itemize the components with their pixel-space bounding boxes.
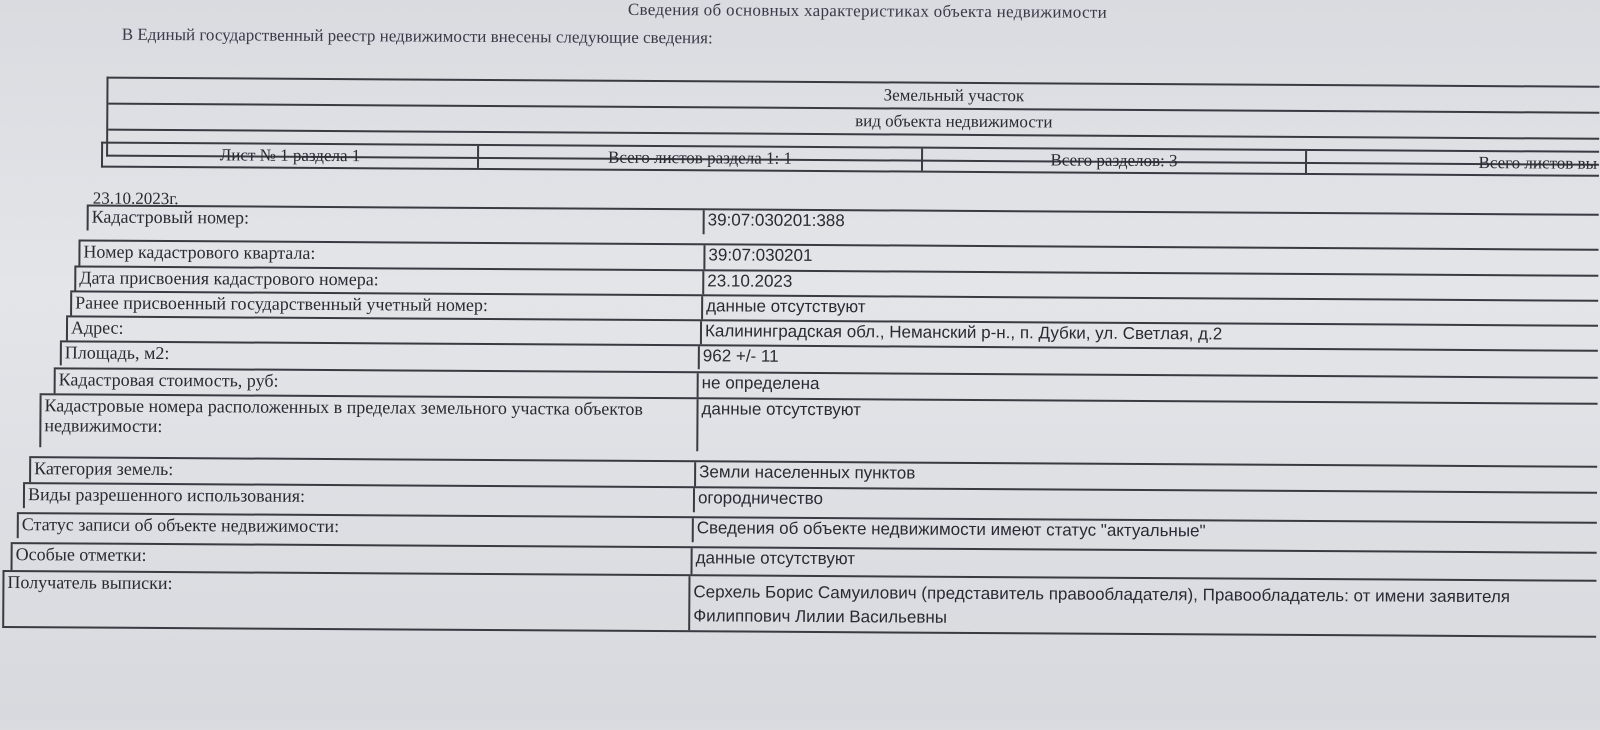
total-sheets-section: Всего листов раздела 1: 1 — [479, 146, 923, 171]
table-row — [2, 570, 1596, 638]
field-label: Статус записи об объекте недвижимости: — [17, 514, 694, 542]
extract-date: 23.10.2023г. — [92, 188, 179, 209]
field-value: Калининградская обл., Неманский р-н., п. Дубки, ул. Светлая, д.2 — [704, 321, 1223, 344]
field-value: 39:07:030201 — [708, 245, 813, 265]
field-label: Получатель выписки: — [2, 572, 690, 630]
field-label: Категория земель: — [29, 458, 696, 486]
field-value: данные отсутствуют — [706, 296, 866, 317]
field-label: Кадастровые номера расположенных в пределах земельного участка объектов недвижимости: — [39, 395, 698, 451]
object-type-caption: вид объекта недвижимости — [108, 105, 1599, 140]
table-row — [87, 205, 1599, 240]
field-label: Особые отметки: — [11, 544, 693, 574]
field-label: Адрес: — [66, 317, 702, 344]
field-label: Кадастровая стоимость, руб: — [54, 369, 699, 397]
field-label: Кадастровый номер: — [87, 207, 705, 235]
field-value: 23.10.2023 — [707, 271, 793, 291]
field-label: Дата присвоения кадастрового номера: — [74, 267, 704, 294]
document-title: Сведения об основных характеристиках объекта недвижимости — [627, 0, 1108, 22]
field-label: Номер кадастрового квартала: — [78, 241, 705, 269]
field-value: 962 +/- 11 — [702, 346, 779, 366]
field-value: огородничество — [697, 488, 823, 509]
field-value: Земли населенных пунктов — [699, 462, 916, 483]
field-value: данные отсутствуют — [695, 548, 856, 569]
table-row — [39, 393, 1597, 457]
field-label: Площадь, м2: — [60, 342, 700, 369]
field-value: 39:07:030201:388 — [707, 210, 845, 231]
sheet-number: Лист № 1 раздела 1 — [103, 144, 479, 168]
total-sections: Всего разделов: 3 — [923, 149, 1307, 173]
intro-text: В Единый государственный реестр недвижимости внесены следующие сведения: — [121, 24, 713, 48]
table-row — [17, 512, 1597, 548]
object-name: Земельный участок — [108, 79, 1599, 114]
field-value: Сведения об объекте недвижимости имеют статус "актуальные" — [696, 518, 1206, 541]
field-value: не определена — [701, 373, 820, 394]
field-label: Виды разрешенного использования: — [23, 484, 695, 512]
total-sheets: Всего листов вы — [1478, 153, 1598, 173]
field-value: Серхель Борис Самуилович (представитель правообладателя), Правообладатель: от имени заявителя Филиппович Лилии Васильевны — [693, 582, 1511, 627]
field-value: данные отсутствуют — [701, 399, 862, 420]
field-label: Ранее присвоенный государственный учетный номер: — [70, 292, 703, 319]
